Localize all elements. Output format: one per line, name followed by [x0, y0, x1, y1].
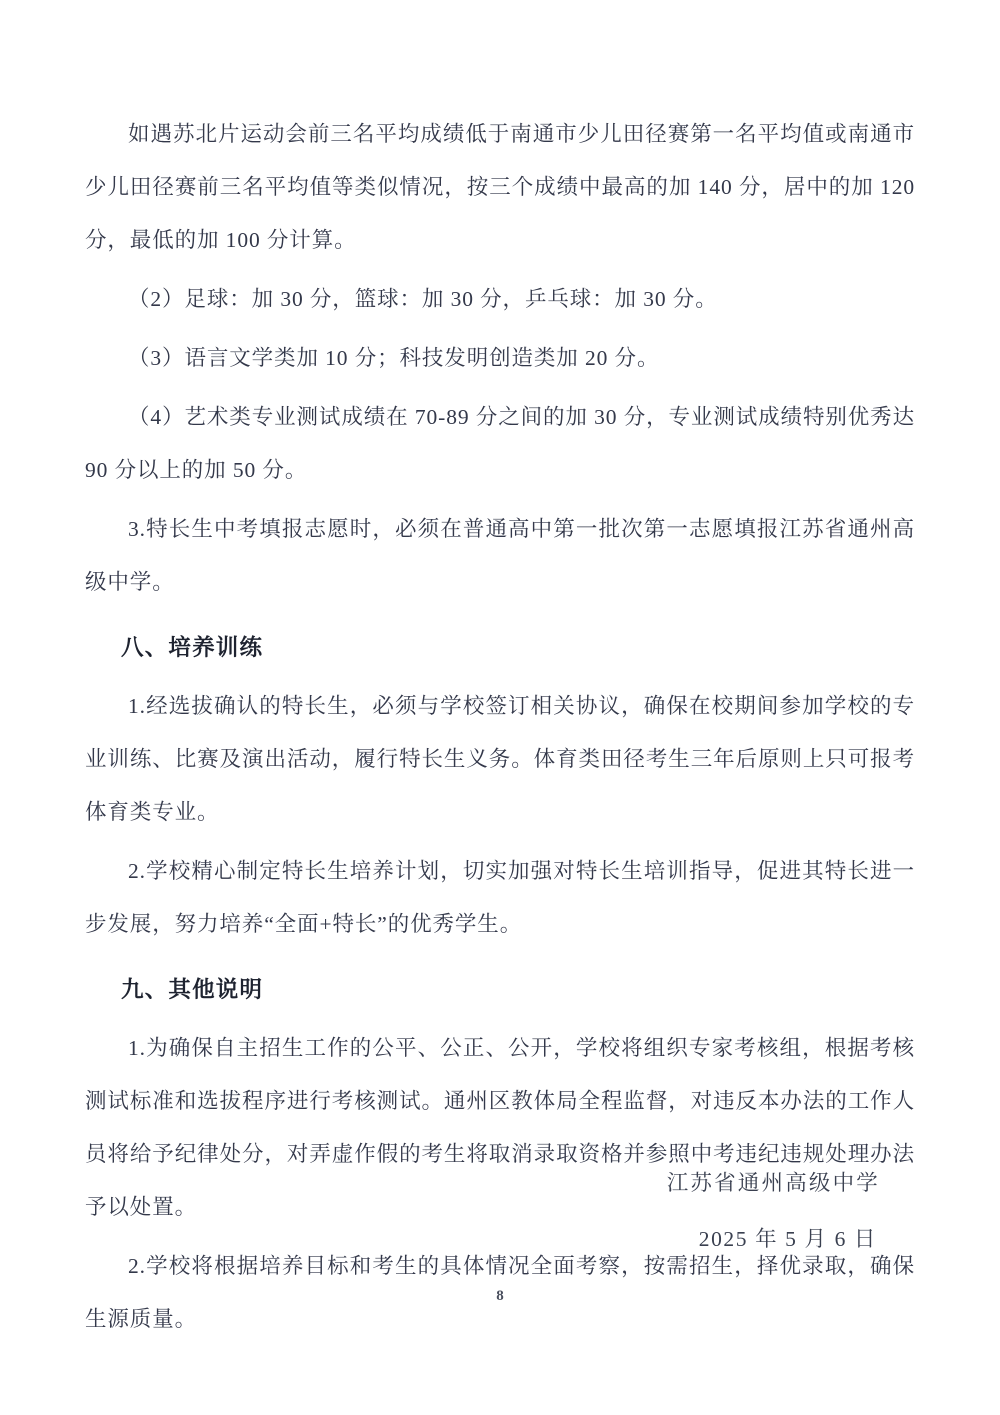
paragraph-item-2-ballgames: （2）足球：加 30 分，篮球：加 30 分，乒乓球：加 30 分。	[128, 287, 718, 311]
paragraph-section8-item-1: 1.经选拔确认的特长生，必须与学校签订相关协议，确保在校期间参加学校的专业训练、比赛及演出活动，履行特长生义务。体育类田径考生三年后原则上只可报考体育类专业。	[85, 694, 915, 824]
paragraph-item-3-volunteer-application: 3.特长生中考填报志愿时，必须在普通高中第一批次第一志愿填报江苏省通州高级中学。	[85, 517, 915, 594]
paragraph-item-4-arts-test: （4）艺术类专业测试成绩在 70-89 分之间的加 30 分，专业测试成绩特别优秀达 90 分以上的加 50 分。	[85, 405, 915, 482]
section-heading-nine-other-notes: 九、其他说明	[121, 977, 264, 1002]
paragraph-item-3-literature-science: （3）语言文学类加 10 分；科技发明创造类加 20 分。	[128, 346, 660, 370]
signature-block	[0, 1155, 915, 1267]
spacer	[85, 951, 915, 963]
signature-organization: 江苏省通州高级中学	[666, 1171, 880, 1195]
paragraph-section8-item-2: 2.学校精心制定特长生培养计划，切实加强对特长生培训指导，促进其特长进一步发展，努力培养“全面+特长”的优秀学生。	[85, 859, 915, 936]
paragraph-section9-item-1: 1.为确保自主招生工作的公平、公正、公开，学校将组织专家考核组，根据考核测试标准和选拔程序进行考核测试。通州区教体局全程监督，对违反本办法的工作人员将给予纪律处分，对弄虚作假的考生将取消录取资格并参照中考违纪违规处理办法予以处置。	[85, 1036, 915, 1219]
signature-date: 2025 年 5 月 6 日	[698, 1227, 877, 1251]
spacer	[85, 609, 915, 621]
section-heading-eight-training: 八、培养训练	[121, 635, 264, 660]
paragraph-section9-item-2: 2.学校将根据培养目标和考生的具体情况全面考察，按需招生，择优录取，确保生源质量。	[85, 1254, 915, 1331]
paragraph-sports-average-rule: 如遇苏北片运动会前三名平均成绩低于南通市少儿田径赛第一名平均值或南通市少儿田径赛前三名平均值等类似情况，按三个成绩中最高的加 140 分，居中的加 120 分，最低的加 100 分计算。	[85, 122, 915, 252]
page-number: 8	[496, 1288, 504, 1304]
